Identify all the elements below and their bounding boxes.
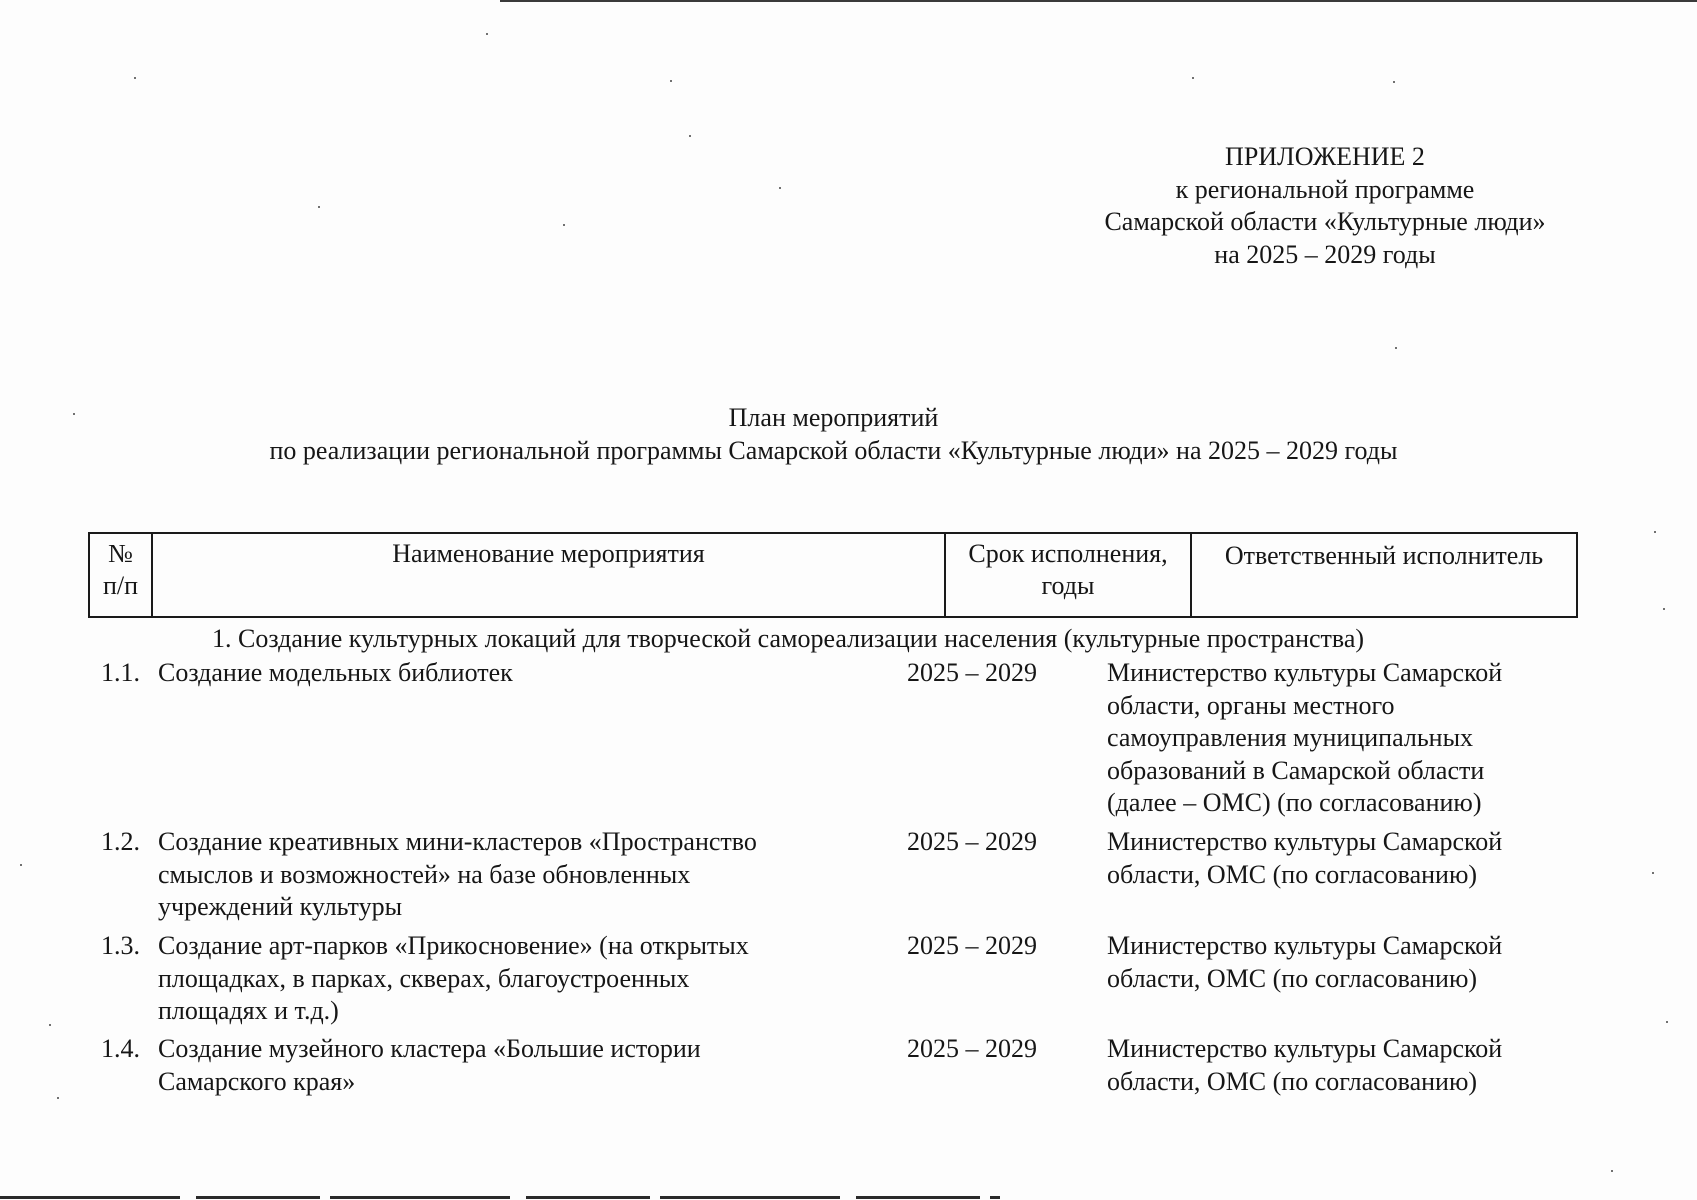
row-number: 1.4.	[101, 1034, 140, 1063]
header-term-label: Срок исполнения,	[968, 539, 1168, 568]
row-responsible-line: Министерство культуры Самарской	[1107, 1034, 1503, 1063]
row-term: 2025 – 2029	[907, 827, 1037, 856]
scan-speck	[670, 80, 672, 82]
header-name-label: Наименование мероприятия	[392, 539, 705, 568]
scan-speck	[49, 1024, 51, 1026]
header-cell-term	[946, 534, 1192, 616]
row-responsible	[1107, 657, 1577, 820]
scan-speck	[1652, 872, 1654, 874]
row-name-line: площадках, в парках, скверах, благоустроенных	[158, 963, 690, 993]
plan-heading	[0, 401, 1667, 467]
header-cell-name	[153, 534, 946, 616]
header-number-label: п/п	[102, 571, 139, 600]
row-name	[158, 657, 858, 690]
scan-speck	[1393, 81, 1395, 83]
header-number-label: №	[108, 539, 133, 568]
row-responsible-line: самоуправления муниципальных	[1107, 723, 1474, 752]
row-number: 1.2.	[101, 827, 140, 856]
scan-speck	[134, 77, 136, 79]
scan-speck	[563, 224, 565, 226]
row-number: 1.1.	[101, 658, 140, 687]
header-term-label: годы	[1041, 571, 1095, 600]
scan-speck	[486, 33, 488, 35]
scan-speck	[1666, 1021, 1668, 1023]
scan-edge-top	[500, 0, 1697, 2]
section-title: 1. Создание культурных локаций для творческой самореализации населения (культурные пространства)	[212, 624, 1365, 653]
table-header	[88, 532, 1578, 618]
row-responsible-line: Министерство культуры Самарской	[1107, 658, 1503, 687]
appendix-line: к региональной программе	[1175, 174, 1475, 204]
plan-subtitle: по реализации региональной программы Самарской области «Культурные люди» на 2025 – 2029 годы	[269, 436, 1398, 465]
row-name	[158, 1033, 858, 1098]
scan-speck	[689, 135, 691, 137]
scan-speck	[1663, 608, 1665, 610]
row-name-line: площадях и т.д.)	[158, 996, 339, 1025]
scan-speck	[779, 187, 781, 189]
plan-title: План мероприятий	[728, 403, 939, 432]
scan-edge-bottom	[0, 1196, 1000, 1199]
row-name-line: Самарского края»	[158, 1066, 356, 1096]
scan-speck	[57, 1097, 59, 1099]
row-number: 1.3.	[101, 931, 140, 960]
scan-speck	[1611, 1170, 1613, 1172]
header-cell-number	[90, 534, 153, 616]
row-term: 2025 – 2029	[907, 931, 1037, 960]
appendix-line: на 2025 – 2029 годы	[1214, 239, 1436, 269]
row-name-line: Создание модельных библиотек	[158, 658, 513, 687]
appendix-line: Самарской области «Культурные люди»	[1104, 207, 1546, 236]
scan-speck	[1654, 531, 1656, 533]
row-responsible-line: области, ОМС (по согласованию)	[1107, 963, 1478, 993]
row-responsible	[1107, 1033, 1577, 1098]
row-name	[158, 930, 858, 1028]
appendix-header	[1060, 141, 1590, 271]
row-name-line: учреждений культуры	[158, 892, 403, 921]
row-name-line: Создание креативных мини-кластеров «Пространство	[158, 827, 757, 856]
row-term: 2025 – 2029	[907, 658, 1037, 687]
row-responsible-line: области, органы местного	[1107, 690, 1395, 720]
scan-speck	[20, 864, 22, 866]
row-responsible	[1107, 826, 1577, 891]
scan-speck	[1395, 347, 1397, 349]
row-responsible-line: Министерство культуры Самарской	[1107, 931, 1503, 960]
header-responsible-label: Ответственный исполнитель	[1224, 541, 1544, 570]
row-name	[158, 826, 858, 924]
row-responsible-line: образований в Самарской области	[1107, 755, 1485, 785]
row-responsible-line: Министерство культуры Самарской	[1107, 827, 1503, 856]
scan-speck	[318, 206, 320, 208]
scan-speck	[1192, 77, 1194, 79]
row-term: 2025 – 2029	[907, 1034, 1037, 1063]
row-responsible	[1107, 930, 1577, 995]
row-name-line: Создание музейного кластера «Большие истории	[158, 1034, 701, 1063]
row-name-line: смыслов и возможностей» на базе обновленных	[158, 859, 691, 889]
row-responsible-line: области, ОМС (по согласованию)	[1107, 1066, 1478, 1096]
appendix-number: ПРИЛОЖЕНИЕ 2	[1225, 142, 1425, 171]
header-cell-responsible	[1192, 534, 1576, 616]
row-responsible-line: области, ОМС (по согласованию)	[1107, 859, 1478, 889]
row-responsible-line: (далее – ОМС) (по согласованию)	[1107, 788, 1482, 817]
row-name-line: Создание арт-парков «Прикосновение» (на открытых	[158, 931, 749, 960]
